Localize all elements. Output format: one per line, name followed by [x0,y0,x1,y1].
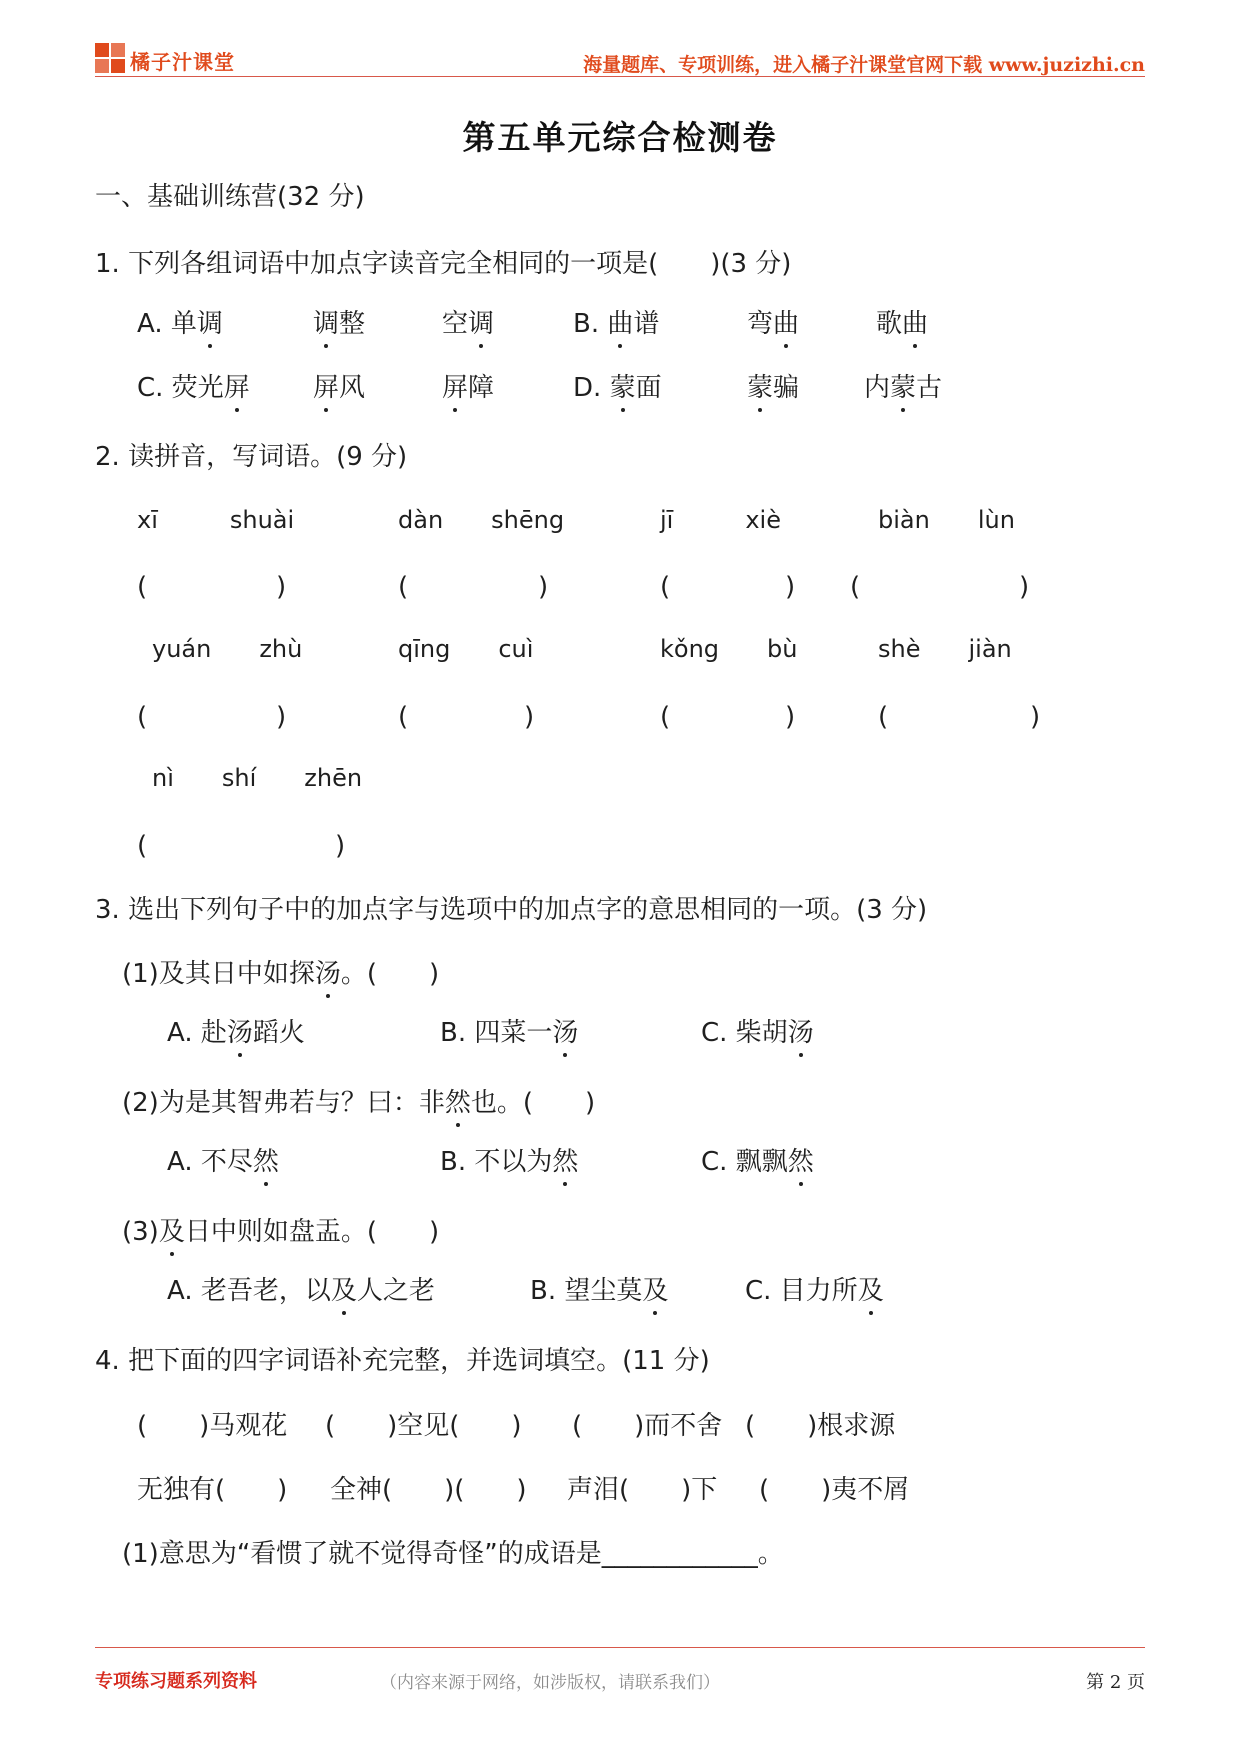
pinyin: dàn shēng [398,506,565,534]
pinyin: xī shuài [137,506,295,534]
pinyin: biàn lùn [878,506,1015,534]
q3-1-option-a: A. 赴汤蹈火 [167,1018,305,1048]
answer-blank-open[interactable]: ( [660,702,671,732]
question-4-stem: 4. 把下面的四字词语补充完整，并选词填空。(11 分) [95,1346,710,1376]
q4-sub-question-1[interactable]: (1)意思为“看惯了就不觉得奇怪”的成语是____________。 [122,1539,784,1569]
q1-option-b-1: B. 曲谱 [573,309,660,339]
logo-icon [95,43,125,73]
pinyin: kǒng bù [660,635,798,663]
q1-option-b-3: 歌曲 [876,309,929,339]
footer-rule [95,1647,1145,1648]
q1-option-d-2: 蒙骗 [747,373,800,403]
idiom-blank[interactable]: ( )而不舍 [572,1411,723,1441]
section-heading: 一、基础训练营(32 分) [95,182,365,212]
answer-blank-close[interactable]: ) [1019,572,1030,602]
answer-blank-open[interactable]: ( [850,572,861,602]
answer-blank-close[interactable]: ) [1030,702,1041,732]
q3-sentence-1: (1)及其日中如探汤。( ) [122,959,440,989]
idiom-blank[interactable]: 无独有( ) [137,1475,288,1505]
answer-blank-close[interactable]: ) [276,572,287,602]
footer-copyright-note: （内容来源于网络，如涉版权，请联系我们） [380,1673,720,1693]
q1-option-d-3: 内蒙古 [864,373,943,403]
q3-2-option-c: C. 飘飘然 [701,1147,814,1177]
question-2-stem: 2. 读拼音，写词语。(9 分) [95,442,408,472]
answer-blank-close[interactable]: ) [785,572,796,602]
question-1-stem: 1. 下列各组词语中加点字读音完全相同的一项是( )(3 分) [95,249,792,279]
page-title: 第五单元综合检测卷 [462,118,778,157]
answer-blank-open[interactable]: ( [398,702,409,732]
pinyin: jī xiè [660,506,781,534]
q1-option-a-1: A. 单调 [137,309,223,339]
idiom-blank[interactable]: ( )马观花 [137,1411,288,1441]
answer-blank-open[interactable]: ( [398,572,409,602]
q1-option-a-2: 调整 [313,309,366,339]
pinyin: shè jiàn [878,635,1012,663]
answer-blank-close[interactable]: ) [524,702,535,732]
header-rule [95,76,1145,77]
q3-2-option-a: A. 不尽然 [167,1147,279,1177]
idiom-blank[interactable]: 全神( )( ) [330,1475,527,1505]
q1-option-a-3: 空调 [442,309,495,339]
footer-series-label: 专项练习题系列资料 [95,1671,257,1692]
answer-blank-close[interactable]: ) [276,702,287,732]
q3-3-option-c: C. 目力所及 [745,1276,884,1306]
pinyin: qīng cuì [398,635,534,663]
idiom-blank[interactable]: ( )空见( ) [325,1411,522,1441]
header-slogan[interactable]: 海量题库、专项训练，进入橘子汁课堂官网下载 www.juzizhi.cn [583,54,1145,76]
pinyin: yuán zhù [152,635,303,663]
question-3-stem: 3. 选出下列句子中的加点字与选项中的加点字的意思相同的一项。(3 分) [95,895,928,925]
idiom-blank[interactable]: 声泪( )下 [567,1475,718,1505]
q1-option-c-3: 屏障 [442,373,495,403]
idiom-blank[interactable]: ( )夷不屑 [759,1475,910,1505]
answer-blank-open[interactable]: ( [137,572,148,602]
answer-blank-open[interactable]: ( [878,702,889,732]
q1-option-c-2: 屏风 [313,373,366,403]
answer-blank-close[interactable]: ) [785,702,796,732]
page-number: 第 2 页 [1086,1672,1145,1693]
answer-blank-open[interactable]: ( [137,702,148,732]
q1-option-c-1: C. 荧光屏 [137,373,250,403]
idiom-blank[interactable]: ( )根求源 [745,1411,896,1441]
q1-option-b-2: 弯曲 [747,309,800,339]
q3-sentence-3: (3)及日中则如盘盂。( ) [122,1217,440,1247]
logo-text: 橘子汁课堂 [130,50,235,74]
answer-blank-open[interactable]: ( [660,572,671,602]
q3-3-option-b: B. 望尘莫及 [530,1276,669,1306]
q3-1-option-c: C. 柴胡汤 [701,1018,814,1048]
q3-2-option-b: B. 不以为然 [440,1147,579,1177]
answer-blank-close[interactable]: ) [335,831,346,861]
q3-3-option-a: A. 老吾老，以及人之老 [167,1276,435,1306]
q3-sentence-2: (2)为是其智弗若与？曰：非然也。( ) [122,1088,596,1118]
answer-blank-open[interactable]: ( [137,831,148,861]
q1-option-d-1: D. 蒙面 [573,373,662,403]
pinyin: nì shí zhēn [152,764,363,792]
q3-1-option-b: B. 四菜一汤 [440,1018,579,1048]
answer-blank-close[interactable]: ) [538,572,549,602]
